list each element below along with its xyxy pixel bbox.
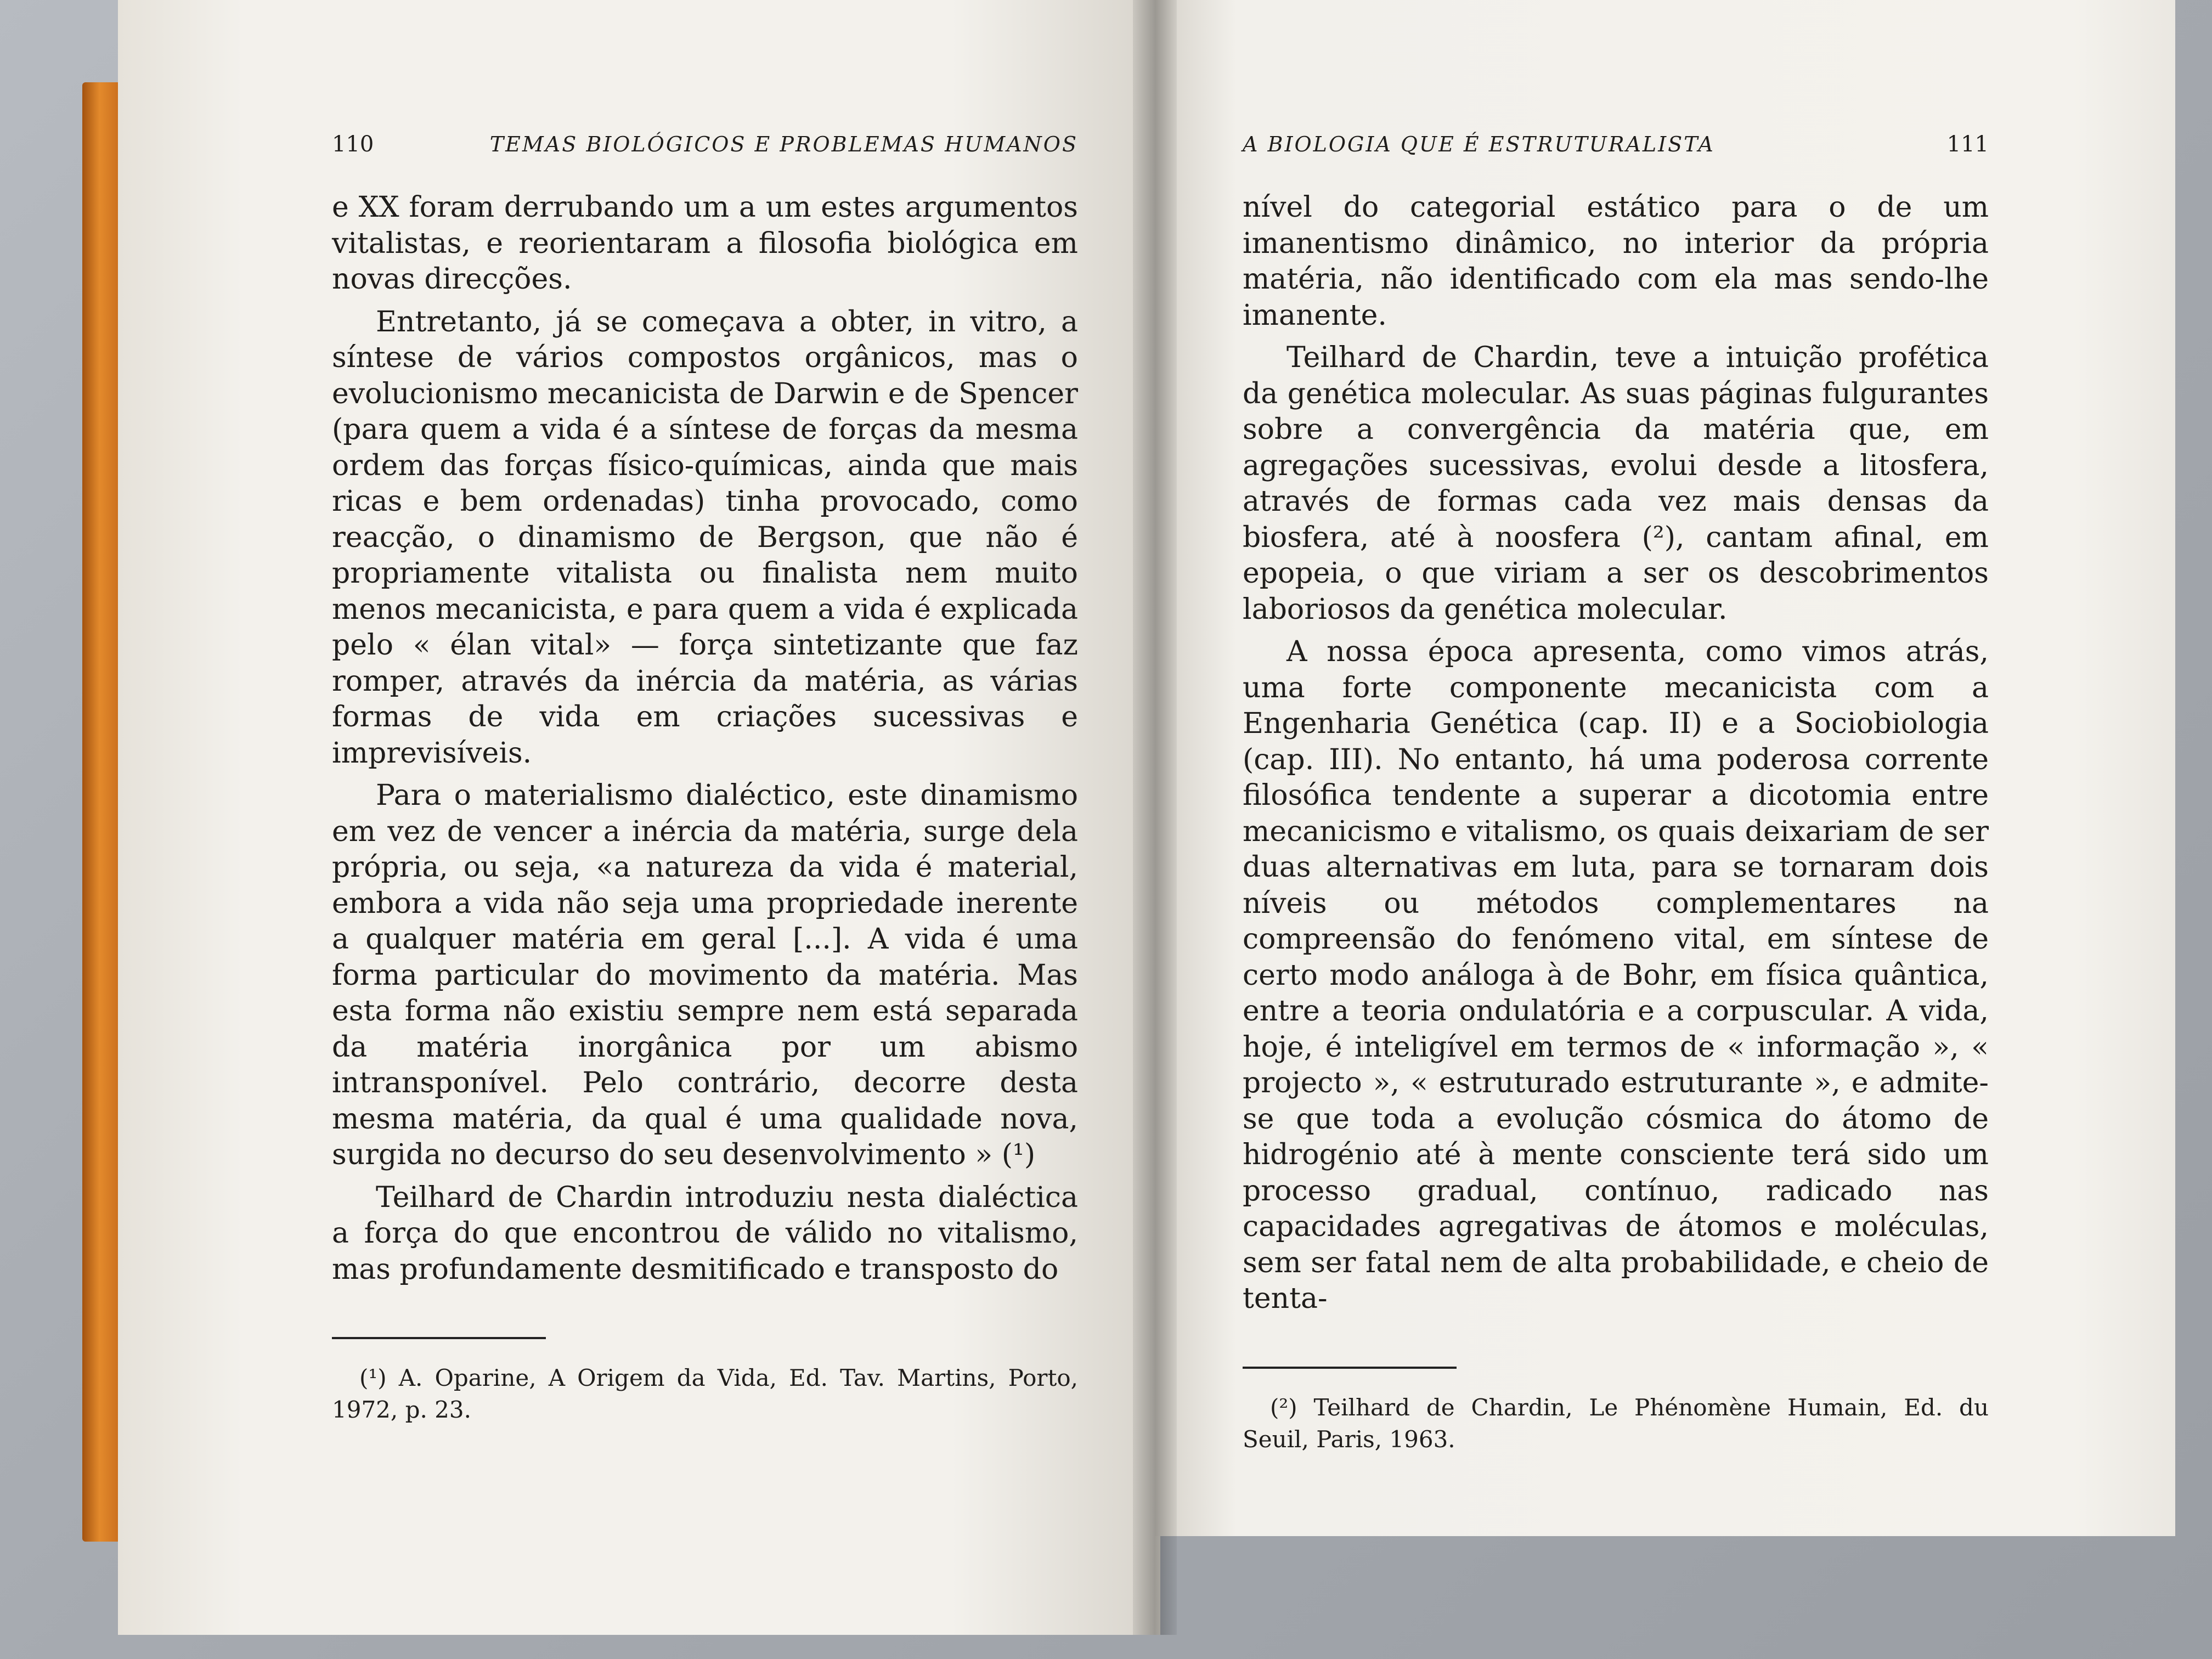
right-page: [1155, 0, 2175, 1536]
book-gutter: [1133, 0, 1177, 1635]
left-paragraph-2: Entretanto, já se começava a obter, in vitro, a síntese de vários compostos orgânicos, mas o evolucionismo mecanicista de Darwin e de Spencer (para quem a vida é a síntese de forças da mesma ordem das forças físico-químicas, ainda que mais ricas e bem ordenadas) tinha provocado, como reacção, o dinamismo de Bergson, que não é propriamente vitalista ou finalista nem muito menos mecanicista, e para quem a vida é explicada pelo « élan vital» — força sintetizante que faz romper, através da inércia da matéria, as várias formas de vida em criações sucessivas e imprevisíveis.: [332, 305, 1078, 770]
right-page-number: 111: [1946, 132, 1989, 157]
left-running-title: TEMAS BIOLÓGICOS E PROBLEMAS HUMANOS: [489, 132, 1078, 156]
right-page-content: [1243, 132, 1989, 1455]
book-cover-edge: [82, 82, 121, 1542]
right-running-head: [1243, 132, 1989, 157]
left-footnote: (¹) A. Oparine, A Origem da Vida, Ed. Tav. Martins, Porto, 1972, p. 23.: [332, 1364, 1078, 1423]
left-running-head: [332, 132, 1078, 157]
right-paragraph-3: A nossa época apresenta, como vimos atrás, uma forte componente mecanicista com a Engenharia Genética (cap. II) e a Sociobiologia (cap. III). No entanto, há uma poderosa corrente filosófica tendente a superar a dicotomia entre mecanicismo e vitalismo, os quais deixariam de ser duas alternativas em luta, para se tornaram dois níveis ou métodos complementares na compreensão do fenómeno vital, em síntese de certo modo análoga à de Bohr, em física quântica, entre a teoria ondulatória e a corpuscular. A vida, hoje, é inteligível em termos de « informação », « projecto », « estruturado estruturante », e admite-se que toda a evolução cósmica do átomo de hidrogénio até à mente consciente terá sido um processo gradual, contínuo, radicado nas capacidades agregativas de átomos e moléculas, sem ser fatal nem de alta probabilidade, e cheio de tenta-: [1243, 635, 1989, 1315]
right-running-title: A BIOLOGIA QUE É ESTRUTURALISTA: [1243, 132, 1715, 156]
left-page: [118, 0, 1160, 1635]
right-paragraph-2: Teilhard de Chardin, teve a intuição profética da genética molecular. As suas páginas fulgurantes sobre a convergência da matéria que, em agregações sucessivas, evolui desde a litosfera, através de formas cada vez mais densas da biosfera, até à noosfera (²), cantam afinal, em epopeia, o que viriam a ser os descobrimentos laboriosos da genética molecular.: [1243, 341, 1989, 626]
left-paragraph-3: Para o materialismo dialéctico, este dinamismo em vez de vencer a inércia da matéria, surge dela própria, ou seja, «a natureza da vida é material, embora a vida não seja uma propriedade inerente a qualquer matéria em geral [...]. A vida é uma forma particular do movimento da matéria. Mas esta forma não existiu sempre nem está separada da matéria inorgânica por um abismo intransponível. Pelo contrário, decorre desta mesma matéria, da qual é uma qualidade nova, surgida no decurso do seu desenvolvimento » (¹): [332, 779, 1078, 1171]
left-paragraph-4: Teilhard de Chardin introduziu nesta dialéctica a força do que encontrou de válido no vitalismo, mas profundamente desmitificado e transposto do: [332, 1181, 1078, 1286]
left-footnote-rule: [332, 1337, 546, 1339]
left-paragraph-1: e XX foram derrubando um a um estes argumentos vitalistas, e reorientaram a filosofia biológica em novas direcções.: [332, 191, 1078, 296]
left-page-number: 110: [332, 132, 374, 157]
right-paragraph-1: nível do categorial estático para o de um imanentismo dinâmico, no interior da própria matéria, não identificado com ela mas sendo-lhe imanente.: [1243, 191, 1989, 332]
left-page-content: [332, 132, 1078, 1426]
right-footnote: (²) Teilhard de Chardin, Le Phénomène Humain, Ed. du Seuil, Paris, 1963.: [1243, 1393, 1989, 1453]
right-footnote-rule: [1243, 1367, 1457, 1369]
